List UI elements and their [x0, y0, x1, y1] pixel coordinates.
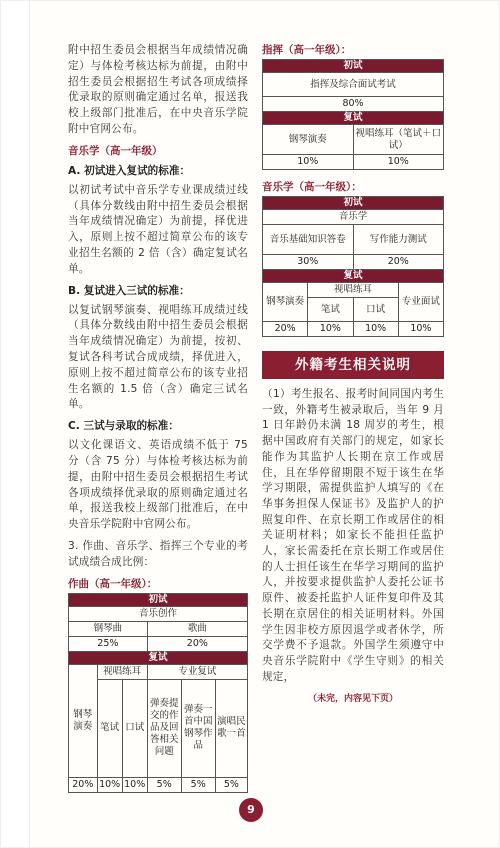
- musicology-heading-left: 音乐学（高一年级）: [68, 144, 163, 157]
- table-cell: 专业复试: [147, 664, 247, 679]
- table-cell: 笔试: [97, 679, 122, 777]
- criteria-c-heading: C. 三试与录取的标准：: [68, 420, 179, 433]
- table-cell: 20%: [69, 777, 98, 792]
- table-cell: 钢琴演奏: [263, 125, 354, 155]
- table-cell: 口试: [122, 679, 147, 777]
- musicology-heading-right: 音乐学（高一年级）：: [262, 181, 362, 193]
- table-cell: 音乐学: [263, 210, 444, 225]
- composition-heading: 作曲（高一年级）：: [68, 577, 158, 590]
- table-header-fushi: 复试: [263, 270, 444, 283]
- table-cell: 钢琴曲: [69, 621, 148, 636]
- table-cell: 演唱民歌一首: [215, 679, 247, 777]
- table-cell: 钢琴演奏: [69, 664, 98, 777]
- criteria-c-text: 以文化课语文、英语成绩不低于 75 分（含 75 分）与体检考核达标为前提，由附中招生委员会根据招生考试各项成绩择优录取的原则确定通过名单，报送我校上级部门批准后，在中央音乐学院附中官网公布。: [68, 439, 248, 531]
- table-cell: 20%: [147, 636, 247, 651]
- table-cell: 音乐创作: [69, 606, 248, 621]
- table-cell: 10%: [97, 777, 122, 792]
- right-column: [262, 43, 444, 704]
- criteria-a-text: 以初试考试中音乐学专业课成绩过线（具体分数线由附中招生委员会根据当年成绩情况确定）为前提，择优进入，原则上按不超过简章公布的该专业招生名额的 2 倍（含）确定复试名单。: [68, 183, 248, 275]
- intro-paragraph: 附中招生委员会根据当年成绩情况确定）与体检考核达标为前提，由附中招生委员会根据招生考试各项成绩择优录取的原则确定通过名单，报送我校上级部门批准后，在中央音乐学院附中官网公布。: [68, 44, 248, 135]
- table-cell: 80%: [263, 97, 444, 112]
- table-cell: 25%: [69, 636, 148, 651]
- left-margin-band: [1, 1, 29, 847]
- conducting-score-table: [262, 59, 444, 170]
- table-header-fushi: 复试: [263, 112, 444, 125]
- item-3-text: 3. 作曲、音乐学、指挥三个专业的考试成绩合成比例：: [68, 539, 248, 568]
- table-cell: 10%: [398, 322, 443, 337]
- table-cell: 5%: [215, 777, 247, 792]
- table-cell: 10%: [122, 777, 147, 792]
- table-cell: 10%: [263, 155, 354, 170]
- table-header-chushi: 初试: [263, 197, 444, 210]
- table-cell: 10%: [353, 155, 444, 170]
- table-cell: 20%: [353, 255, 444, 270]
- musicology-score-table: [262, 196, 444, 337]
- criteria-a-heading: A. 初试进入复试的标准：: [68, 164, 191, 177]
- table-cell: 歌曲: [147, 621, 247, 636]
- table-cell: 专业面试: [398, 283, 443, 322]
- table-header-fushi: 复试: [69, 651, 248, 664]
- table-cell: 视唱练耳: [308, 283, 399, 298]
- conducting-heading: 指挥（高一年级）：: [262, 44, 352, 56]
- table-cell: 钢琴演奏: [263, 283, 308, 322]
- table-cell: 弹奏一首中国钢琴作品: [181, 679, 215, 777]
- table-cell: 30%: [263, 255, 354, 270]
- table-cell: 视唱练耳（笔试＋口试）: [353, 125, 444, 155]
- table-cell: 视唱练耳: [97, 664, 147, 679]
- table-cell: 5%: [147, 777, 181, 792]
- table-cell: 指挥及综合面试考试: [263, 73, 444, 97]
- left-column: [68, 43, 248, 793]
- to-be-continued-note: （未完，内容见下页）: [307, 694, 398, 705]
- table-cell: 口试: [353, 298, 398, 322]
- margin-rule: [29, 1, 30, 847]
- table-cell: 音乐基础知识答卷: [263, 225, 354, 255]
- table-cell: 笔试: [308, 298, 353, 322]
- criteria-b-heading: B. 复试进入三试的标准：: [68, 284, 190, 297]
- table-cell: 10%: [353, 322, 398, 337]
- table-cell: 弹奏提交的作品及回答相关问题: [147, 679, 181, 777]
- page-number: 9: [239, 798, 263, 822]
- composition-score-table: [68, 593, 248, 793]
- table-header-chushi: 初试: [263, 60, 444, 73]
- table-cell: 5%: [181, 777, 215, 792]
- criteria-b-text: 以复试钢琴演奏、视唱练耳成绩过线（具体分数线由附中招生委员会根据当年成绩情况确定）为前提，按初、复试各科考试合成成绩，择优进入，原则上按不超过简章公布的该专业招生名额的 1.5 倍（含）确定三试名单。: [68, 303, 248, 411]
- foreign-students-text: （1）考生报名、报考时间同国内考生一致，外籍考生被录取后，当年 9 月 1 日年龄仍未满 18 周岁的考生，根据中国政府有关部门的规定，如家长能作为其监护人长期在京工作或居住，且在华停留期限不短于该生在华学习期限，需提供监护人填写的《在华事务担保人保证书》及监护人的护照复印件、在京长期工作或居住的相关证明材料；如家长不能担任监护人，家长需委托在京长期工作或居住的人士担任该生在华学习期间的监护人，并按要求提供监护人委托公证书原件、被委托监护人证件复印件及其长期在京居住的相关证明材料。外国学生因非校方原因退学或者休学，所交学费不予退款。外国学生须遵守中央音乐学院附中《学生守则》的相关规定，: [262, 388, 444, 683]
- table-cell: 10%: [308, 322, 353, 337]
- foreign-students-heading: 外籍考生相关说明: [262, 351, 444, 379]
- table-cell: 20%: [263, 322, 308, 337]
- table-header-chushi: 初试: [69, 593, 248, 606]
- table-cell: 写作能力测试: [353, 225, 444, 255]
